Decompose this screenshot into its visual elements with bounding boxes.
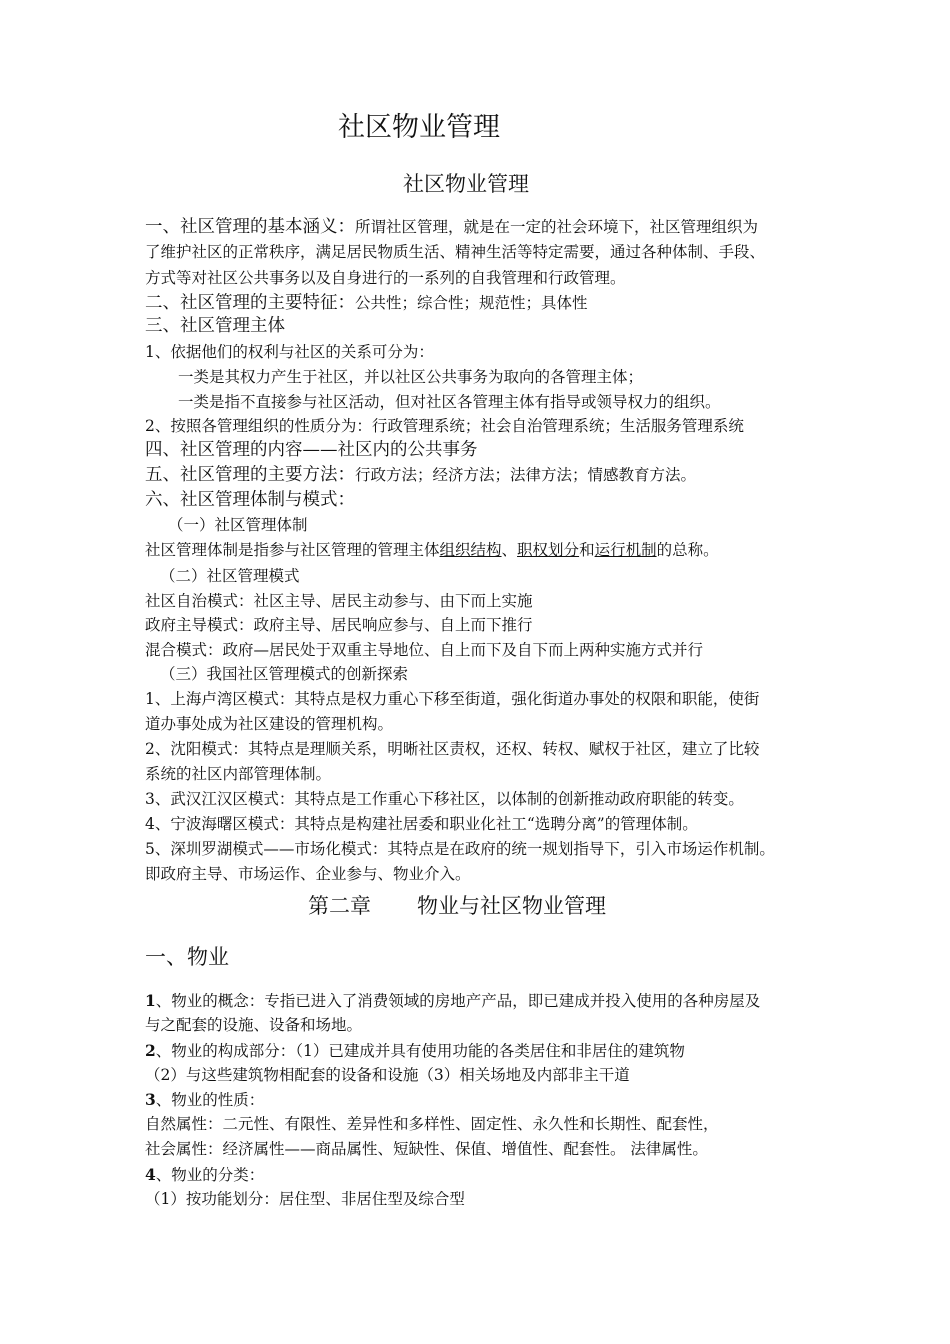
para-2: [145, 295, 588, 313]
innovation-2-line-2: 系统的社区内部管理体制。: [145, 765, 332, 783]
property-3-line-1: [145, 1092, 264, 1109]
subjects-item-2: 2、按照各管理组织的性质分为：行政管理系统；社会自治管理系统；生活服务管理系统: [145, 417, 744, 435]
property-classification-text: 、物业的分类：: [155, 1166, 265, 1184]
heading-content: 四、社区管理的内容——社区内的公共事务: [145, 440, 478, 460]
innovation-5-line-1: 5、深圳罗湖模式——市场化模式：其特点是在政府的统一规划指导下，引入市场运作机制。: [145, 840, 775, 858]
property-3-natural: 自然属性：二元性、有限性、差异性和多样性、固定性、永久性和长期性、配套性，: [145, 1115, 719, 1133]
innovation-2-line-1: 2、沈阳模式：其特点是理顺关系，明晰社区责权，还权、转权、赋权于社区，建立了比较: [145, 740, 760, 758]
document-title: 社区物业管理: [338, 112, 500, 143]
property-nature-text: 、物业的性质：: [155, 1091, 265, 1109]
mode-government: 政府主导模式：政府主导、居民响应参与、自上而下推行: [145, 616, 533, 634]
system-definition: [145, 543, 719, 559]
property-3-social: 社会属性：经济属性——商品属性、短缺性、保值、增值性、配套性。 法律属性。: [145, 1140, 708, 1158]
property-2-line-1: [145, 1043, 685, 1060]
para-5: [145, 467, 696, 485]
para-1-line-1: [145, 219, 758, 237]
innovation-1-line-2: 道办事处成为社区建设的管理机构。: [145, 715, 394, 733]
item-number: 2: [145, 1041, 156, 1060]
property-4-line-1: [145, 1167, 264, 1184]
methods-text: 行政方法；经济方法；法律方法；情感教育方法。: [355, 466, 697, 484]
underline-org-structure: 组织结构: [439, 541, 502, 559]
mode-mixed: 混合模式：政府—居民处于双重主导地位、自上而下及自下而上两种实施方式并行: [145, 641, 704, 659]
innovation-3: 3、武汉江汉区模式：其特点是工作重心下移社区，以体制的创新推动政府职能的转变。: [145, 790, 744, 808]
sub-heading-innovation: （三）我国社区管理模式的创新探索: [160, 665, 409, 683]
property-parts-text: 、物业的构成部分：（1）已建成并具有使用功能的各类居住和非居住的建筑物: [155, 1042, 685, 1060]
document-subtitle: 社区物业管理: [403, 172, 529, 196]
item-number: 3: [145, 1090, 156, 1109]
sub-heading-mode: （二）社区管理模式: [160, 567, 300, 585]
heading-features: 二、社区管理的主要特征：: [145, 293, 355, 313]
section-heading-property: 一、物业: [145, 945, 229, 969]
property-1-line-1: [145, 993, 760, 1010]
mode-autonomy: 社区自治模式：社区主导、居民主动参与、由下而上实施: [145, 592, 533, 610]
innovation-5-line-2: 即政府主导、市场运作、企业参与、物业介入。: [145, 865, 471, 883]
chapter-number: 第二章: [308, 894, 371, 918]
para-1-line-2: 了维护社区的正常秩序，满足居民物质生活、精神生活等特定需要，通过各种体制、手段、: [145, 243, 766, 261]
features-text: 公共性；综合性；规范性；具体性: [355, 294, 588, 312]
item-number: 1: [145, 991, 156, 1010]
system-definition-end: 的总称。: [656, 541, 719, 559]
property-4-function: （1）按功能划分：居住型、非居住型及综合型: [145, 1190, 465, 1208]
heading-subjects: 三、社区管理主体: [145, 316, 285, 336]
innovation-4: 4、宁波海曙区模式：其特点是构建社居委和职业化社工“选聘分离”的管理体制。: [145, 815, 698, 833]
property-1-line-2: 与之配套的设施、设备和场地。: [145, 1016, 363, 1034]
property-2-line-2: （2）与这些建筑物相配套的设备和设施（3）相关场地及内部非主干道: [145, 1066, 630, 1084]
subjects-item-1b: 一类是指不直接参与社区活动，但对社区各管理主体有指导或领导权力的组织。: [178, 393, 721, 411]
system-definition-text: 社区管理体制是指参与社区管理的管理主体: [145, 541, 440, 559]
subjects-item-1a: 一类是其权力产生于社区，并以社区公共事务为取向的各管理主体；: [178, 368, 644, 386]
subjects-item-1: 1、依据他们的权利与社区的关系可分为：: [145, 343, 434, 361]
item-number: 4: [145, 1165, 156, 1184]
chapter-heading: [308, 896, 606, 917]
heading-basic-meaning: 一、社区管理的基本涵义：: [145, 217, 355, 237]
property-concept-text: 、物业的概念：专指已进入了消费领域的房地产产品，即已建成并投入使用的各种房屋及: [155, 992, 761, 1010]
heading-system-mode: 六、社区管理体制与模式：: [145, 490, 355, 510]
underline-mechanism: 运行机制: [594, 541, 657, 559]
heading-methods: 五、社区管理的主要方法：: [145, 465, 355, 485]
underline-authority: 职权划分: [517, 541, 580, 559]
sub-heading-system: （一）社区管理体制: [168, 516, 308, 534]
innovation-1-line-1: 1、上海卢湾区模式：其特点是权力重心下移至街道，强化街道办事处的权限和职能，使街: [145, 690, 760, 708]
conjunction: 和: [579, 541, 595, 559]
separator: 、: [501, 541, 518, 559]
chapter-name: 物业与社区物业管理: [417, 894, 606, 918]
para-1-text: 所谓社区管理，就是在一定的社会环境下，社区管理组织为: [355, 218, 759, 236]
para-1-line-3: 方式等对社区公共事务以及自身进行的一系列的自我管理和行政管理。: [145, 269, 626, 287]
